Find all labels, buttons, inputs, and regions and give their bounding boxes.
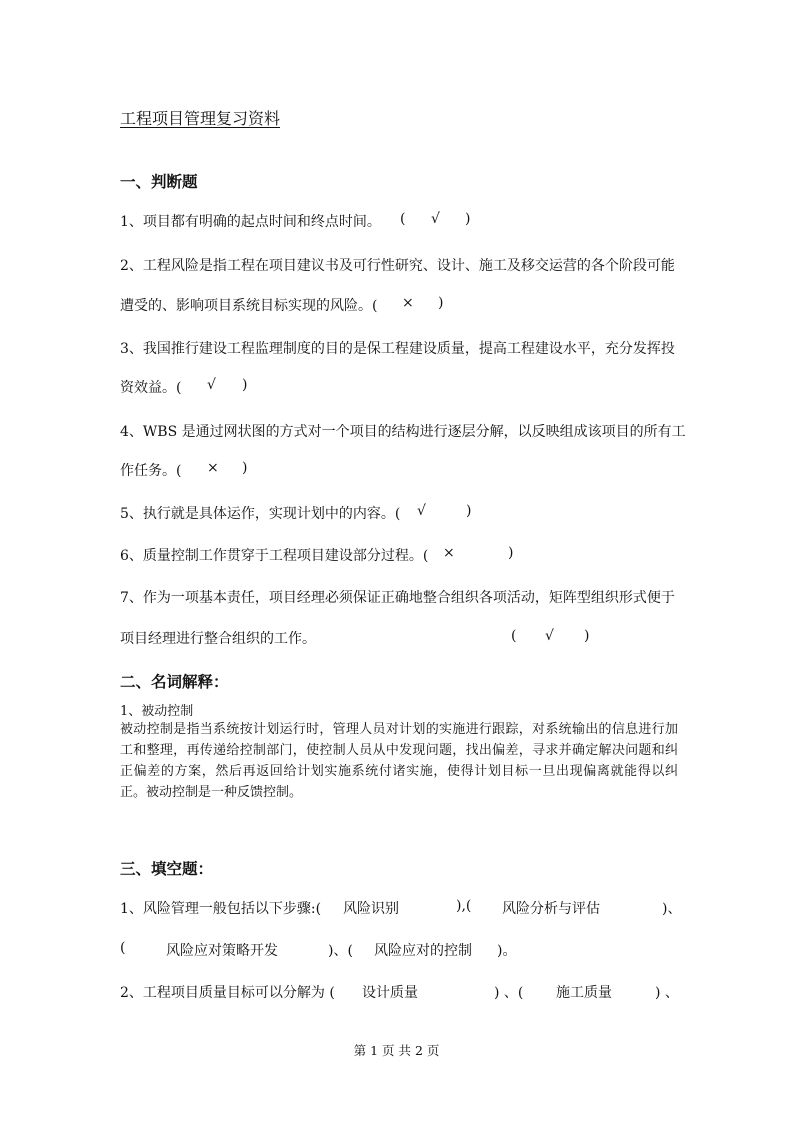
page-footer: 第 1 页 共 2 页	[353, 1043, 440, 1058]
fill-q2-answer-1: 设计质量	[362, 985, 418, 1001]
fill-q2-answer-2: 施工质量	[556, 985, 612, 1001]
tf-question-2-line-1: 2、工程风险是指工程在项目建议书及可行性研究、设计、施工及移交运营的各个阶段可能	[120, 258, 675, 274]
tf-q6-answer-cross: ×	[443, 545, 455, 561]
fill-q2-separator: ) 、(	[494, 985, 524, 1001]
section-heading-true-false: 一、判断题	[120, 173, 198, 191]
tf-q1-answer-check: √	[431, 211, 440, 227]
tf-question-4-line-2: 作任务。(	[120, 463, 182, 479]
tf-q7-answer-check: √	[545, 628, 554, 644]
tf-question-7-line-1: 7、作为一项基本责任，项目经理必须保证正确地整合组织各项活动，矩阵型组织形式便于	[120, 590, 675, 606]
tf-q6-close-paren: )	[508, 545, 514, 561]
page-title: 工程项目管理复习资料	[120, 109, 281, 128]
tf-question-3-line-2: 资效益。(	[120, 380, 182, 396]
tf-q5-answer-check: √	[417, 503, 426, 519]
fill-q1-answer-4: 风险应对的控制	[374, 943, 472, 959]
tf-question-2-line-2: 遭受的、影响项目系统目标实现的风险。(	[120, 298, 378, 314]
tf-q4-close-paren: )	[242, 460, 248, 476]
fill-q1-separator-2: )、(	[328, 943, 353, 959]
fill-q1-open-paren-2: (	[120, 940, 126, 956]
tf-question-7-line-2: 项目经理进行整合组织的工作。	[120, 631, 316, 647]
tf-q7-open-paren: (	[511, 628, 517, 644]
fill-q1-answer-3: 风险应对策略开发	[166, 943, 278, 959]
fill-q1-answer-1: 风险识别	[343, 901, 399, 917]
tf-q3-answer-check: √	[207, 377, 216, 393]
fill-q1-separator-1: ),(	[456, 898, 472, 914]
tf-q2-answer-cross: ×	[402, 295, 414, 311]
definition-term: 1、被动控制	[120, 704, 194, 719]
fill-q1-end-2: )。	[497, 943, 517, 959]
tf-q3-close-paren: )	[242, 377, 248, 393]
tf-q2-close-paren: )	[438, 295, 444, 311]
tf-q1-close-paren: )	[465, 211, 471, 227]
section-heading-fill-in: 三、填空题：	[120, 860, 214, 878]
tf-question-5: 5、执行就是具体运作，实现计划中的内容。(	[120, 506, 401, 522]
tf-q5-close-paren: )	[466, 503, 472, 519]
tf-q4-answer-cross: ×	[207, 460, 219, 476]
tf-question-4-line-1: 4、WBS 是通过网状图的方式对一个项目的结构进行逐层分解，以反映组成该项目的所有工	[120, 424, 686, 440]
fill-q1-end-1: )、	[662, 901, 682, 917]
tf-question-1: 1、项目都有明确的起点时间和终点时间。	[120, 214, 381, 230]
tf-question-3-line-1: 3、我国推行建设工程监理制度的目的是保工程建设质量，提高工程建设水平，充分发挥投	[120, 341, 675, 357]
tf-question-6: 6、质量控制工作贯穿于工程项目建设部分过程。(	[120, 548, 429, 564]
tf-q1-open-paren: (	[400, 211, 406, 227]
fill-q2-end: ) 、	[655, 985, 679, 1001]
definition-paragraph: 被动控制是指当系统按计划运行时，管理人员对计划的实施进行跟踪，对系统输出的信息进行加工和整理，再传递给控制部门，使控制人员从中发现问题，找出偏差，寻求并确定解决问题和纠正偏差的方案，然后再返回给计划实施系统付诸实施，使得计划目标一旦出现偏离就能得以纠正。被动控制是一种反馈控制。	[120, 722, 678, 800]
fill-q1-answer-2: 风险分析与评估	[502, 901, 600, 917]
fill-q1-prefix: 1、风险管理一般包括以下步骤:(	[120, 901, 322, 917]
tf-q7-close-paren: )	[584, 628, 590, 644]
section-heading-definitions: 二、名词解释：	[120, 673, 229, 691]
fill-q2-prefix: 2、工程项目质量目标可以分解为 (	[120, 985, 335, 1001]
